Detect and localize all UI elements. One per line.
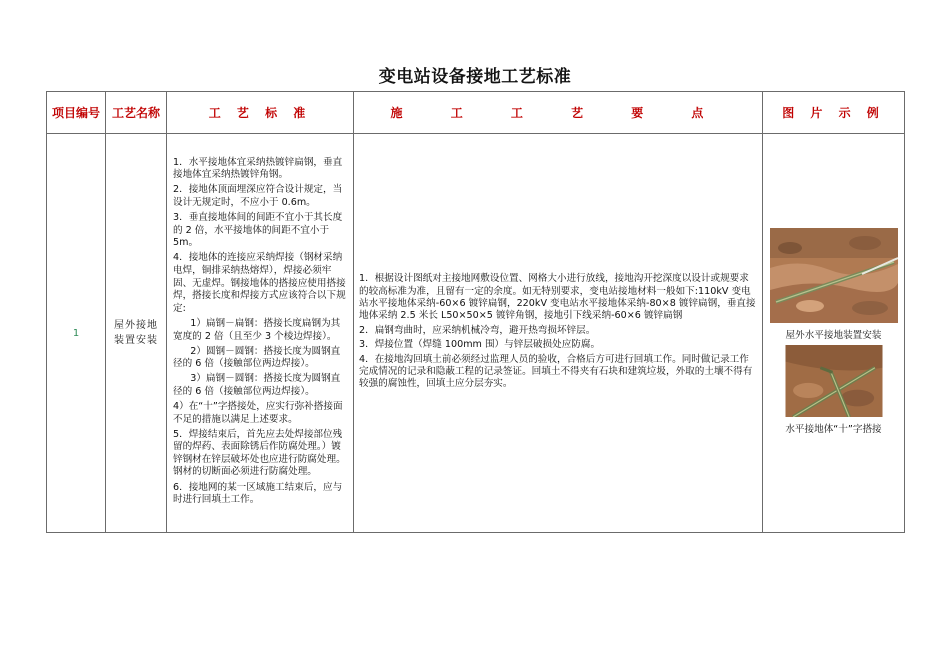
table-header-row <box>47 92 905 134</box>
header-construction-points: 施 工 工 艺 要 点 <box>354 92 763 134</box>
standard-item: 3．垂直接地体间的间距不宜小于其长度的 2 倍，水平接地体的间距不宜小于 5m。 <box>173 212 343 249</box>
point-item: 4．在接地沟回填土前必须经过监理人员的验收，合格后方可进行回填工作。同时做记录工作完成情况的记录和隐蔽工程的记录签证。回填土不得夹有石块和建筑垃圾，外取的土壤不得有较强的腐蚀性，回填土应分层夯实。 <box>359 353 753 390</box>
table-row <box>47 134 905 533</box>
picture-caption: 水平接地体“十”字搭接 <box>785 423 882 435</box>
standard-item: 2．接地体顶面埋深应符合设计规定，当设计无规定时，不应小于 0.6m。 <box>173 184 343 209</box>
header-item-id: 项目编号 <box>47 92 106 134</box>
point-item: 3．焊接位置（焊缝 100mm 围）与锌层破损处应防腐。 <box>359 339 601 351</box>
page-title: 变电站设备接地工艺标准 <box>378 67 572 87</box>
point-item: 2．扁钢弯曲时，应采纳机械冷弯，避开热弯损坏锌层。 <box>359 324 596 336</box>
process-name: 屋外接地装置安装 <box>106 134 167 533</box>
standard-subitem: 1）扁钢－扁钢：搭接长度扁钢为其宽度的 2 倍（且至少 3 个棱边焊接）。 <box>173 317 341 342</box>
header-process-standard: 工 艺 标 准 <box>167 92 354 134</box>
standard-item: 5．焊接结束后，首先应去处焊接部位残留的焊药、表面除锈后作防腐处理。）镀锌钢材在锌层破坏处也应进行防腐处理。钢材的切断面必须进行防腐处理。 <box>173 428 346 478</box>
cross-weld-photo-icon <box>770 345 898 417</box>
process-standard-table <box>46 91 905 533</box>
construction-points-cell <box>354 134 763 533</box>
standard-item: 1．水平接地体宜采纳热镀锌扁钢，垂直接地体宜采纳热镀锌角钢。 <box>173 156 343 181</box>
standard-subitem: 2）圆钢－圆钢：搭接长度为圆钢直径的 6 倍（接触部位两边焊接）。 <box>173 345 341 370</box>
picture-caption: 屋外水平接地装置安装 <box>785 329 882 341</box>
standard-subitem: 4）在“十”字搭接处，应实行弥补搭接面不足的措施以满足上述要求。 <box>173 400 343 425</box>
point-item: 1．根据设计图纸对主接地网敷设位置、网格大小进行放线，接地沟开挖深度以设计或规要求的较高标准为准，且留有一定的余度。如无特别要求，变电站接地材料一般如下:110kV 变电站水平接地体采纳-60×6 镀锌扁钢，220kV 变电站水平接地体采纳-80×8 镀锌扁钢，垂直接地体采纳 2.5 米长 L50×50×5 镀锌角钢，接地引下线采纳-60×6 镀锌扁钢 <box>359 273 756 322</box>
standard-item: 4．接地体的连接应采纳焊接（钢材采纳电焊，铜排采纳热熔焊），焊接必须牢固、无虚焊。钢接地体的搭接应使用搭接焊，搭接长度和焊接方式应该符合以下规定: <box>173 252 346 314</box>
header-picture-examples: 图 片 示 例 <box>763 92 905 134</box>
standard-subitem: 3）扁钢－圆钢：搭接长度为圆钢直径的 6 倍（接触部位两边焊接）。 <box>173 373 341 397</box>
process-standard-cell <box>167 134 354 533</box>
standard-item: 6．接地网的某一区域施工结束后，应与时进行回填土工作。 <box>173 481 343 506</box>
picture-examples-cell <box>763 134 905 533</box>
item-id: 1 <box>47 134 106 533</box>
header-process-name: 工艺名称 <box>106 92 167 134</box>
soil-trench-photo-icon <box>770 228 898 323</box>
